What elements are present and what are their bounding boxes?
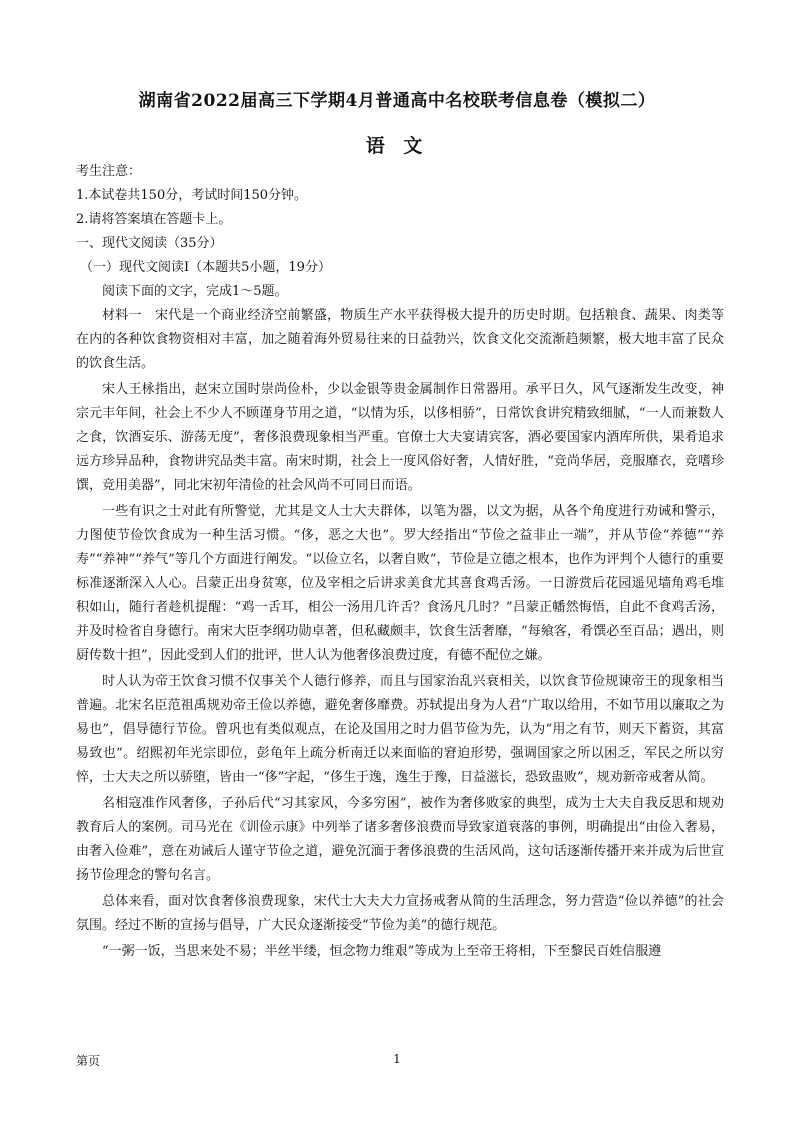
paragraph-5: 名相寇准作风奢侈，子孙后代“习其家风，今多穷困”，被作为奢侈败家的典型，成为士大夫自我反思和规劝教育后人的案例。司马光在《训俭示康》中列举了诸多奢侈浪费而导致家道衰落的事例，明确提出“由俭入奢易，由奢入俭难”，意在劝诫后人谨守节俭之道，避免沉湎于奢侈浪费的生活风尚，这句话逐渐传播开来并成为后世宣扬节俭理念的警句名言。: [76, 796, 724, 883]
paragraph-7: “一粥一饭，当思来处不易；半丝半缕，恒念物力维艰”等成为上至帝王将相，下至黎民百姓信服遵: [102, 944, 662, 959]
page-number: 1: [393, 1052, 401, 1066]
paragraph-1: 材料一 宋代是一个商业经济空前繁盛，物质生产水平获得极大提升的历史时期。包括粮食、蔬果、肉类等在内的各种饮食物资相对丰富，加之随着海外贸易往来的日益勃兴，饮食文化交流渐趋频繁，极大地丰富了民众的饮食生活。: [76, 308, 724, 371]
footer-label: 第页: [76, 1054, 101, 1068]
paragraph-3: 一些有识之士对此有所警觉，尤其是文人士大夫群体，以笔为器，以文为据，从各个角度进行劝诫和警示，力图使节俭饮食成为一种生活习惯。“侈，恶之大也”。罗大经指出“节俭之益非止一端”，并从节俭“养德”“养寿”“养神”“养气”等几个方面进行阐发。“以俭立名，以奢自败”，节俭是立德之根本，也作为评判个人德行的重要标准逐渐深入人心。吕蒙正出身贫寒，位及宰相之后讲求美食尤其喜食鸡舌汤。一日游赏后花园遥见墙角鸡毛堆积如山，随行者趁机提醒：“鸡一舌耳，相公一汤用几许舌？食汤凡几时？”吕蒙正幡然悔悟，自此不食鸡舌汤，并及时检省自身德行。南宋大臣李纲功勋卓著，但私藏颇丰，饮食生活奢靡，“每飨客，肴馔必至百品；遇出，则厨传数十担”，因此受到人们的批评，世人认为他奢侈浪费过度，有德不配位之嫌。: [76, 504, 724, 663]
subject-title: 语 文: [365, 135, 429, 157]
reading-instruction: 阅读下面的文字，完成1～5题。: [102, 284, 288, 299]
exam-content: [76, 160, 724, 964]
paragraph-2: 宋人王栐指出，赵宋立国时崇尚俭朴，少以金银等贵金属制作日常器用。承平日久，风气逐渐发生改变，神宗元丰年间，社会上不少人不顾谨身节用之道，“以情为乐，以侈相骄”，日常饮食讲究精致细腻，“一人而兼数人之食，饮酒妄乐、游荡无度”，奢侈浪费现象相当严重。官僚士大夫宴请宾客，酒必要国家内酒库所供，果肴追求远方珍异品种，食物讲究品类丰富。南宋时期，社会上一度风俗好奢，人情好胜，“竞尚华居，竞服靡衣，竞嗜珍馔，竞用美器”，同北宋初年清俭的社会风尚不可同日而语。: [76, 382, 724, 493]
paragraph-4: 时人认为帝王饮食习惯不仅事关个人德行修养，而且与国家治乱兴衰相关，以饮食节俭规谏帝王的现象相当普遍。北宋名臣范祖禹规劝帝王俭以养德，避免奢侈靡费。苏轼提出身为人君“广取以给用，不如节用以廉取之为易也”，倡导德行节俭。曾巩也有类似观点，在论及国用之时力倡节俭为先，认为“用之有节，则天下蓄资，其富易致也”。绍熙初年光宗即位，彭龟年上疏分析南迁以来面临的窘迫形势，强调国家之所以困乏，军民之所以穷悴，士大夫之所以骄堕，皆由一“侈”字起，“侈生于逸，逸生于豫，日益滋长，恐致蛊败”，规劝新帝戒奢从简。: [76, 674, 724, 785]
notes-heading: 考生注意：: [76, 164, 142, 179]
section-heading: 一、现代文阅读（35分）: [76, 236, 223, 251]
note-item-1: 1.本试卷共150分，考试时间150分钟。: [76, 188, 308, 203]
section-subheading: （一）现代文阅读Ⅰ（本题共5小题，19分）: [80, 260, 331, 275]
note-item-2: 2.请将答案填在答题卡上。: [76, 212, 232, 227]
exam-title: 湖南省2022届高三下学期4月普通高中名校联考信息卷（模拟二）: [138, 91, 656, 111]
paragraph-6: 总体来看，面对饮食奢侈浪费现象，宋代士大夫大力宣扬戒奢从简的生活理念，努力营造“俭以养德”的社会氛围。经过不断的宣扬与倡导，广大民众逐渐接受“节俭为美”的德行规范。: [76, 894, 724, 933]
